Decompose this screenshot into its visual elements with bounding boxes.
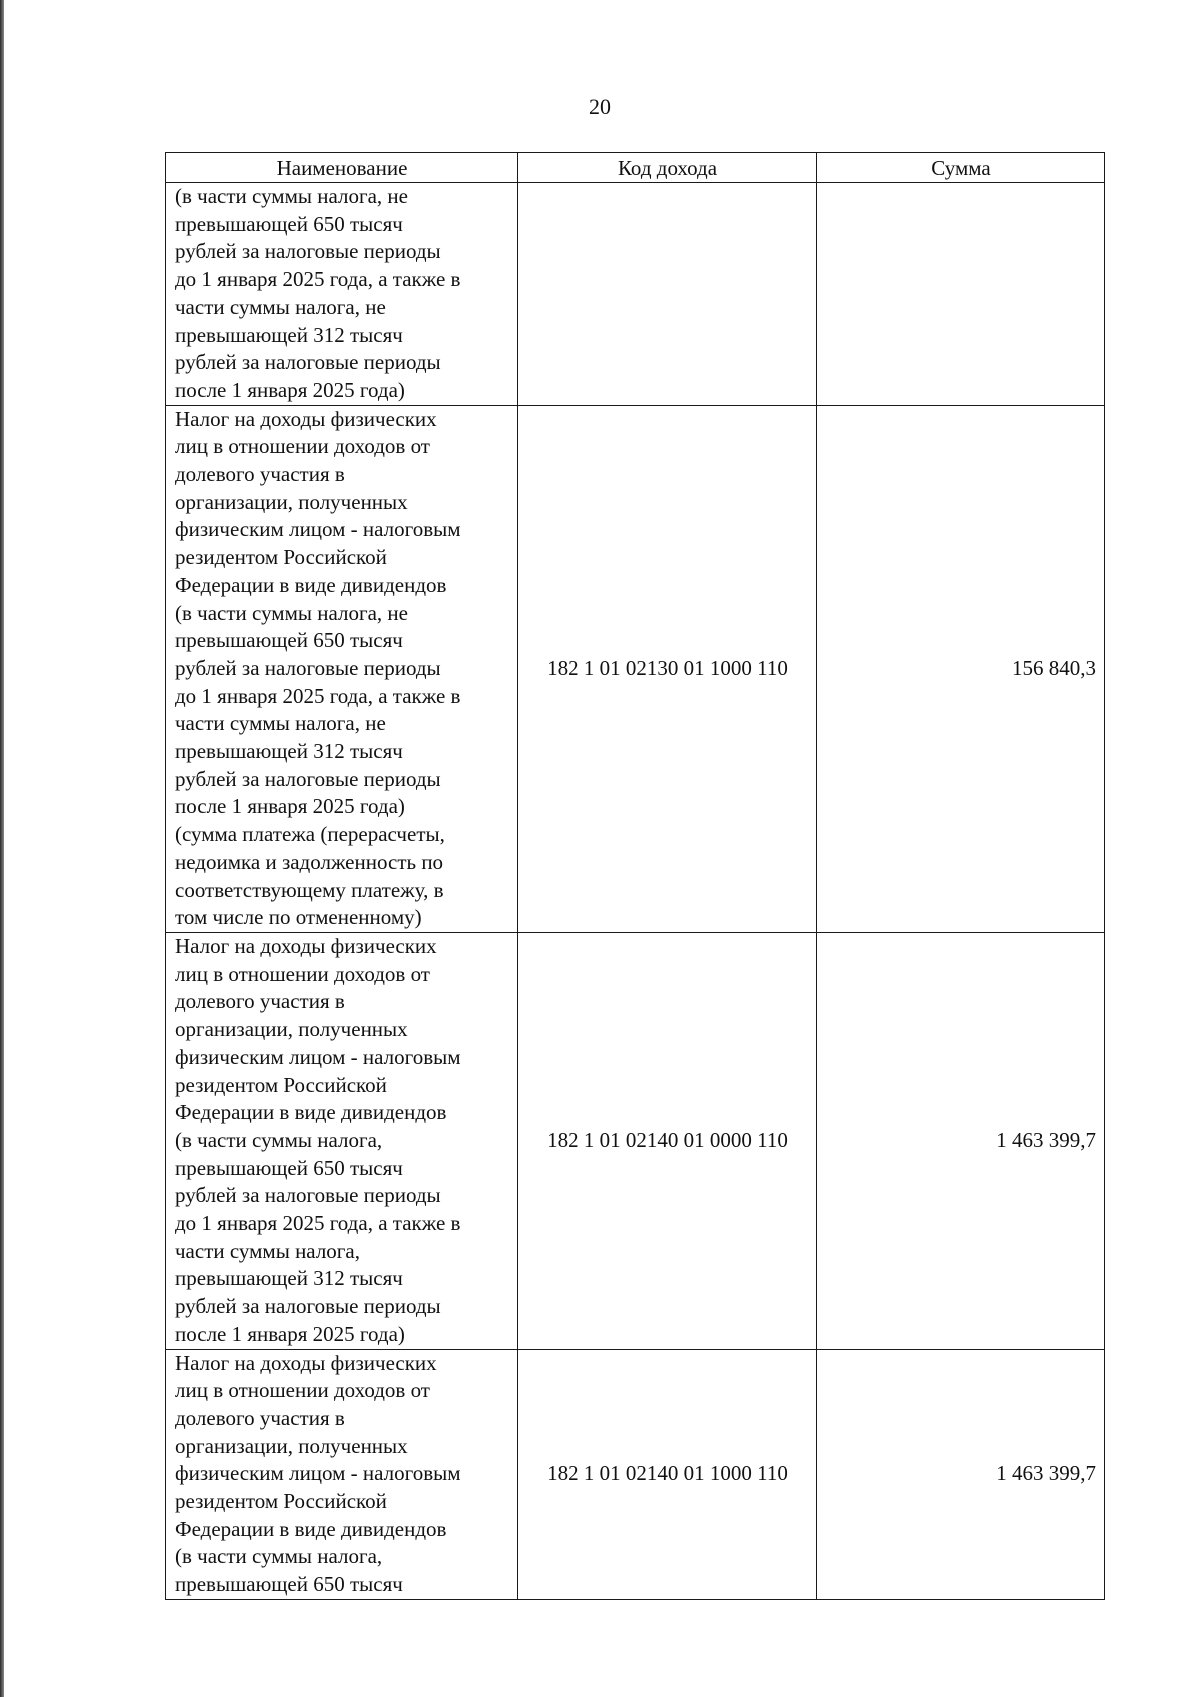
header-name: Наименование: [166, 153, 518, 183]
row-code-cell: 182 1 01 02140 01 1000 110: [518, 1349, 817, 1599]
row-code-cell: 182 1 01 02130 01 1000 110: [518, 405, 817, 932]
scan-edge: [0, 0, 4, 1697]
row-name-cell: (в части суммы налога, не превышающей 650 тысяч рублей за налоговые периоды до 1 января 2025 года, а также в части суммы налога, не превышающей 312 тысяч рублей за налоговые периоды после 1 января 2025 года): [166, 183, 518, 406]
row-sum-cell: 156 840,3: [817, 405, 1105, 932]
row-sum-cell: 1 463 399,7: [817, 1349, 1105, 1599]
table-row: [166, 932, 1105, 1349]
table-header: [166, 153, 1105, 183]
table-body: [166, 183, 1105, 1600]
row-code-cell: [518, 183, 817, 406]
row-sum-cell: 1 463 399,7: [817, 932, 1105, 1349]
table-row: [166, 183, 1105, 406]
row-name-cell: Налог на доходы физических лиц в отношении доходов от долевого участия в организации, полученных физическим лицом - налоговым резидентом Российской Федерации в виде дивидендов (в части суммы налога, превышающей 650 тысяч: [166, 1349, 518, 1599]
table-row: [166, 1349, 1105, 1599]
revenue-table: [165, 152, 1105, 1600]
row-name-cell: Налог на доходы физических лиц в отношении доходов от долевого участия в организации, полученных физическим лицом - налоговым резидентом Российской Федерации в виде дивидендов (в части суммы налога, превышающей 650 тысяч рублей за налоговые периоды до 1 января 2025 года, а также в части суммы налога, превышающей 312 тысяч рублей за налоговые периоды после 1 января 2025 года): [166, 932, 518, 1349]
page-number: 20: [589, 94, 611, 119]
row-name-cell: Налог на доходы физических лиц в отношении доходов от долевого участия в организации, полученных физическим лицом - налоговым резидентом Российской Федерации в виде дивидендов (в части суммы налога, не превышающей 650 тысяч рублей за налоговые периоды до 1 января 2025 года, а также в части суммы налога, не превышающей 312 тысяч рублей за налоговые периоды после 1 января 2025 года) (сумма платежа (перерасчеты, недоимка и задолженность по соответствующему платежу, в том числе по отмененному): [166, 405, 518, 932]
row-code-cell: 182 1 01 02140 01 0000 110: [518, 932, 817, 1349]
table-row: [166, 405, 1105, 932]
header-sum: Сумма: [817, 153, 1105, 183]
header-code: Код дохода: [518, 153, 817, 183]
header-row: [166, 153, 1105, 183]
row-sum-cell: [817, 183, 1105, 406]
